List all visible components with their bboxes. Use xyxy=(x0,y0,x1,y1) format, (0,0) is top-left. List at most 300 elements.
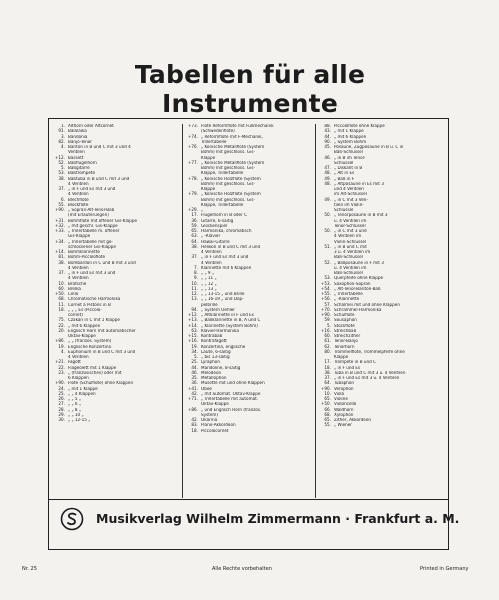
table-number: 1. xyxy=(61,124,65,129)
table-number: 28. xyxy=(58,407,65,413)
table-number: 17. xyxy=(191,213,198,219)
table-number: +15. xyxy=(187,334,198,339)
instrument-name: Baß-Schlüssel xyxy=(334,255,363,261)
instrument-name: „ in F und Es xyxy=(334,365,361,371)
instrument-name: Hawai-Gitarre xyxy=(201,239,230,245)
instrument-name: „ Alt-Tenor-Bariton-Baß xyxy=(334,286,381,292)
table-number: 25. xyxy=(191,360,198,366)
table-number: 18. xyxy=(191,428,198,434)
instrument-entry xyxy=(318,423,440,428)
table-number: 43. xyxy=(324,129,331,135)
instrument-name: Trompete in B und C xyxy=(334,360,376,366)
table-number: +50. xyxy=(320,402,331,408)
instrument-name: Posaune, Zugposaune in B u. C in xyxy=(334,145,404,150)
table-number: +71. xyxy=(187,397,198,402)
instrument-name: Oboe xyxy=(201,386,212,392)
instrument-name: Mandoline, 8-saitig xyxy=(201,365,241,371)
instrument-name: „ mit automat. Oktav-Klappe xyxy=(201,391,261,397)
instrument-name: 4 Ventilen xyxy=(68,355,89,360)
instrument-name: „ Altposaune in Es mit 3 xyxy=(334,181,384,187)
table-number: 18. xyxy=(324,365,331,371)
instrument-name: „ Baßklarinette in B, A und C xyxy=(201,318,261,324)
instrument-name: „ System Oehler xyxy=(201,307,235,313)
instrument-name: Saxophon-Sopran xyxy=(334,281,371,287)
instrument-name: 4 Ventilen im xyxy=(334,234,362,240)
table-number: 63. xyxy=(191,234,198,240)
instrument-column-1 xyxy=(52,124,174,497)
instrument-name: Gitarre, 6-saitig xyxy=(201,218,234,224)
table-number: 50. xyxy=(324,229,331,234)
instrument-name: Piccoloflöte ohne Klappe xyxy=(334,124,385,129)
table-number: 11. xyxy=(191,286,198,292)
instrument-name: „ in B und C mit xyxy=(334,244,367,250)
instrument-name: Fagott xyxy=(68,360,81,366)
instrument-name: Baß-Schlüssel xyxy=(334,271,363,276)
instrument-name: Bratsche xyxy=(68,281,87,287)
table-number: 64. xyxy=(191,239,198,245)
table-number: 49. xyxy=(324,197,331,203)
table-number: +74. xyxy=(187,134,198,140)
instrument-name: Streichzither xyxy=(334,334,361,339)
table-number: +16. xyxy=(187,339,198,345)
instrument-name: Streichbaß xyxy=(334,328,357,334)
instrument-name: „ „ 10 „ xyxy=(68,412,84,418)
instrument-name: Schrammel-Harmonika xyxy=(334,307,382,313)
instrument-name: „ Trillertabelle m. offener xyxy=(68,229,120,234)
instrument-name: und 4 Ventilen xyxy=(334,187,364,192)
instrument-name: „ in F und Es mit 3 und xyxy=(68,187,116,192)
table-number: 10. xyxy=(324,391,331,397)
instrument-entry xyxy=(185,429,307,434)
instrument-name: Englisch Horn mit automatischer xyxy=(68,328,136,334)
table-number: +73. xyxy=(187,124,198,129)
table-number: 65. xyxy=(324,418,331,423)
publisher-logo-icon xyxy=(60,507,84,531)
instrument-name: Violine xyxy=(334,397,348,402)
table-number: +86. xyxy=(187,407,198,413)
table-number: 24. xyxy=(58,386,65,392)
instrument-name: Piano-Akkordeon xyxy=(201,423,236,429)
table-number: 10. xyxy=(191,281,198,287)
instrument-name: „ in F und Es mit 3 und xyxy=(68,271,116,276)
table-number: 9. xyxy=(194,276,198,282)
instrument-name: Querpfeife ohne Klappe xyxy=(334,276,383,282)
table-number: 22. xyxy=(58,365,65,371)
table-number: 19. xyxy=(191,344,198,350)
instrument-name: „ Wiener xyxy=(334,423,352,429)
publisher-name: Musikverlag Wilhelm Zimmermann · Frankfurt a. M. xyxy=(96,511,460,526)
instrument-name: Violin-Schlüssel xyxy=(334,239,367,245)
table-number: 46. xyxy=(324,155,331,161)
instrument-name: Englische Konzertina xyxy=(68,344,112,350)
table-number: 37. xyxy=(191,255,198,261)
instrument-name: „ Trillertabelle mit automat. xyxy=(201,397,259,402)
table-number: 75. xyxy=(58,318,65,324)
table-number: 37. xyxy=(58,271,65,276)
table-number: 42. xyxy=(191,418,198,423)
instrument-name: 4 Ventilen xyxy=(201,260,222,266)
instrument-name: Waldhorn xyxy=(334,407,354,413)
table-number: 27. xyxy=(58,402,65,408)
instrument-name: Stockflöte xyxy=(334,323,355,329)
instrument-name: „ mit 1 Klappe xyxy=(68,386,98,392)
instrument-name: Konzertina, englische xyxy=(201,344,246,350)
instrument-name: „ Reformflöte mit F-Mechanik, xyxy=(201,134,263,140)
instrument-name: Metallophon xyxy=(201,376,227,381)
instrument-name: Ventilen xyxy=(68,150,85,156)
table-number: +14. xyxy=(187,323,198,329)
table-number: +78. xyxy=(187,176,198,182)
instrument-name: Tenorhorn xyxy=(334,344,355,350)
table-number: 5. xyxy=(194,355,198,360)
instrument-name: Cello xyxy=(68,292,79,297)
table-number: +86. xyxy=(54,339,65,345)
instrument-name: Piccolocornet xyxy=(201,428,229,434)
instrument-name: (Schwedenflöte) xyxy=(201,129,235,135)
instrument-name: Banjo-Tenor xyxy=(68,139,92,145)
instrument-name: pelbrille xyxy=(201,302,218,308)
table-number: +54. xyxy=(320,286,331,292)
instrument-name: 6 Klappen xyxy=(68,376,89,381)
table-number: 94. xyxy=(191,307,198,313)
instrument-name: cornet) xyxy=(68,313,83,318)
instrument-name: schlossener Gis-Klappe xyxy=(68,244,116,250)
table-number: 47. xyxy=(324,166,331,171)
table-number: 17. xyxy=(324,360,331,366)
instrument-name: „ Sopran-Alt-Tenor-Baß xyxy=(68,208,115,213)
instrument-name: tilen im Violin- xyxy=(334,202,364,208)
footer-divider xyxy=(48,499,449,500)
instrument-entry xyxy=(52,418,174,423)
table-number: 37. xyxy=(324,376,331,381)
edition-number: Nr. 25 xyxy=(22,566,37,572)
instrument-name: „ xyxy=(201,208,204,213)
table-number: 11. xyxy=(58,302,65,308)
instrument-name: Musette mit und ohne Klappen xyxy=(201,381,265,387)
table-number: +21. xyxy=(54,360,65,366)
table-number: +34. xyxy=(54,239,65,245)
table-number: +53. xyxy=(320,281,331,287)
table-number: 35. xyxy=(191,376,198,381)
instrument-name: „ in F und Es mit 3 u. 4 Ventilen xyxy=(334,376,400,381)
table-number: +14. xyxy=(54,250,65,255)
instrument-name: „ mit geschl. Gis-Klappe xyxy=(68,223,118,229)
instrument-name: Sousaphon xyxy=(334,318,357,324)
rights-notice: Alle Rechte vorbehalten xyxy=(212,566,272,572)
instrument-name: Klappe xyxy=(334,355,349,360)
instrument-name: „ Alt in Es xyxy=(334,171,355,177)
instrument-name: Flügelhorn in B oder C xyxy=(201,213,247,219)
instrument-name: „ „ 9 „ xyxy=(201,271,214,276)
table-number: 52. xyxy=(58,160,65,166)
table-number: 36. xyxy=(191,381,198,387)
instrument-name: Cornet à Pistons in B xyxy=(68,302,111,308)
table-number: 5. xyxy=(327,323,331,329)
instrument-name: Schlüssel xyxy=(334,160,354,166)
instrument-name: Schalmei mit und ohne Klappen xyxy=(334,302,400,308)
table-number: +90. xyxy=(320,313,331,318)
table-number: 68. xyxy=(324,412,331,418)
printed-in: Printed in Germany xyxy=(420,566,469,572)
instrument-name: Böhm-Piccoloflöte xyxy=(68,255,106,261)
instrument-name: „ mit 6 Klappen xyxy=(334,134,367,140)
instrument-name: Kontrabaß xyxy=(201,334,223,339)
table-number: +12. xyxy=(54,155,65,161)
instrument-name: 4 Ventilen xyxy=(68,181,89,187)
instrument-name: Böhm) mit geschloss. Gis- xyxy=(201,166,255,171)
instrument-name: Böhm) mit geschloss. Gis- xyxy=(201,197,255,203)
instrument-name: „ „ 12 „ xyxy=(201,281,217,287)
instrument-name: Klappe xyxy=(201,187,216,192)
table-number: 7. xyxy=(194,265,198,271)
table-number: +16. xyxy=(320,328,331,334)
instrument-name: Althorn oder Altcornet xyxy=(68,124,114,129)
table-number: 23. xyxy=(58,370,65,376)
instrument-name: Zither, Akkordeon xyxy=(334,418,371,423)
instrument-name: „ Konische Metallflöte (System xyxy=(201,160,265,166)
instrument-name: Bariton in B und C mit 3 und 4 xyxy=(68,145,131,150)
instrument-name: „ -Klavier xyxy=(201,234,221,240)
instrument-name: „ in C mit 3 und xyxy=(334,229,367,234)
instrument-name: Baßgitarre xyxy=(68,166,90,171)
instrument-name: Czakan in C mit 1 Klappe xyxy=(68,318,120,324)
instrument-name: „ in F und Es mit 3 und xyxy=(201,255,249,261)
instrument-name: „ Baßposaune in F mit 3 xyxy=(334,260,384,266)
table-number: +12. xyxy=(187,313,198,318)
instrument-column-2 xyxy=(185,124,307,497)
instrument-name: Bandonia xyxy=(68,134,88,140)
table-number: +79. xyxy=(187,192,198,198)
instrument-name: Bombardon in C und B mit 3 und xyxy=(68,260,136,266)
instrument-name: „ mit 6 Klappen xyxy=(68,323,101,329)
table-number: 61. xyxy=(324,339,331,345)
instrument-name: „ (französisches) oder mit xyxy=(68,370,122,376)
table-number: 51. xyxy=(324,244,331,250)
table-number: 12. xyxy=(191,292,198,297)
table-number: 83. xyxy=(191,423,198,429)
instrument-name: „ mit 1 Klappe xyxy=(334,129,364,135)
table-number: 44. xyxy=(324,134,331,140)
instrument-name: System) xyxy=(201,412,219,418)
instrument-name: Tenor-Schlüssel xyxy=(334,223,366,229)
instrument-name: Flöte (Schulflöte) ohne Klappen xyxy=(68,381,134,387)
instrument-name: „ Klarinette (System Böhm) xyxy=(201,323,258,329)
instrument-name: Verophon xyxy=(334,386,354,392)
instrument-name: Laute, 6-saitig xyxy=(201,349,231,355)
table-number: 26. xyxy=(58,397,65,402)
table-number: 37. xyxy=(58,187,65,192)
instrument-name: 4 Ventilen xyxy=(201,250,222,255)
table-number: 4. xyxy=(61,349,65,355)
instrument-name: Trillertabelle xyxy=(201,139,227,145)
instrument-name: Schulflöte xyxy=(334,313,355,318)
instrument-name: Helikon in B und C mit 3 und xyxy=(201,244,261,250)
table-number: 66. xyxy=(324,407,331,413)
table-number: 91. xyxy=(58,129,65,135)
table-number: 49. xyxy=(324,176,331,182)
table-number: +32. xyxy=(54,223,65,229)
instrument-name: u. 4 Ventilen im xyxy=(334,218,367,224)
instrument-name: Xylophon xyxy=(334,412,354,418)
instrument-name: Baßtrompete xyxy=(68,171,96,177)
table-number: +90. xyxy=(320,386,331,392)
table-number: +55. xyxy=(320,292,331,297)
table-number: +41. xyxy=(187,386,198,392)
instrument-name: Violoncello xyxy=(334,402,357,408)
table-number: 38. xyxy=(58,176,65,182)
table-number: 53. xyxy=(58,171,65,177)
table-number: 22. xyxy=(58,323,65,329)
table-number: +29. xyxy=(187,208,198,213)
instrument-name: Chromatische Harmonika xyxy=(68,297,121,303)
table-number: 55. xyxy=(58,202,65,208)
instrument-name: „ „ 13-15 „ und Brille xyxy=(201,292,245,297)
instrument-name: Melodeon xyxy=(201,370,222,376)
instrument-name: Brelka xyxy=(68,286,81,292)
instrument-name: 4 Ventilen xyxy=(68,276,89,282)
instrument-name: „ -Klarinette xyxy=(334,297,360,303)
instrument-name: „ Baß in F xyxy=(334,176,355,182)
table-number: 82. xyxy=(58,139,65,145)
instrument-name: Klappe, Trillertabelle xyxy=(201,202,244,208)
table-number: 4. xyxy=(61,145,65,150)
instrument-name: „ System Böhm xyxy=(334,139,367,145)
table-number: 60. xyxy=(58,286,65,292)
instrument-name: Trommelflöte, Trommelpfeife ohne xyxy=(334,349,405,355)
table-number: 88. xyxy=(324,124,331,129)
instrument-name: Gis-Klappe xyxy=(68,234,91,240)
instrument-name: Okarina xyxy=(201,418,218,423)
instrument-name: „ „ 5 „ xyxy=(68,397,81,402)
instrument-name: „ und Englisch Horn (französ. xyxy=(201,407,262,413)
instrument-name: „ „ 16-19 „ und Dop- xyxy=(201,297,244,303)
table-number: +70. xyxy=(320,307,331,313)
instrument-name: u. 4 Ventilen im xyxy=(334,265,367,271)
instrument-name: „ Trillertabelle xyxy=(334,292,363,297)
instrument-name: „ „ 12-15 „ xyxy=(68,418,91,423)
instrument-name: Flageolett mit 1 Klappe xyxy=(68,365,117,371)
table-number: 65. xyxy=(324,397,331,402)
instrument-name: Oktav-Klappe xyxy=(201,402,229,408)
table-number: 46. xyxy=(191,370,198,376)
table-number: 68. xyxy=(58,297,65,303)
instrument-name: (mit Erläuterungen) xyxy=(68,213,109,219)
instrument-name: Euphonium in B und C mit 3 und xyxy=(68,349,136,355)
instrument-name: Tuba in B und C mit 3 u. 4 Ventilen xyxy=(334,370,406,376)
table-number: 8. xyxy=(194,271,198,276)
instrument-name: 3 u. 4 Ventilen im xyxy=(334,250,371,255)
instrument-name: Baßflügelhorn xyxy=(68,160,97,166)
table-number: 44. xyxy=(191,365,198,371)
instrument-name: Viola xyxy=(334,391,345,397)
instrument-name: Tenor-Banjo xyxy=(334,339,358,345)
table-number: 81. xyxy=(58,255,65,261)
table-number: +13. xyxy=(187,318,198,324)
table-number: +56. xyxy=(320,297,331,303)
instrument-name: Lyraphon xyxy=(201,360,220,366)
instrument-name: Böhm) mit geschloss. Gis- xyxy=(201,181,255,187)
instrument-name: Blechflöte xyxy=(68,197,89,203)
table-number: 80. xyxy=(324,349,331,355)
instrument-name: 4 Ventilen xyxy=(68,265,89,271)
table-number: +90. xyxy=(54,208,65,213)
instrument-name: im Alt-Schlüssel xyxy=(334,192,367,198)
instrument-name: „ Altklarinette in F und Es xyxy=(201,313,254,318)
table-number: 18. xyxy=(58,307,65,313)
table-number: +50. xyxy=(54,292,65,297)
instrument-name: „ „ 8 „ xyxy=(68,407,81,413)
page-title: Tabellen für alle Instrumente xyxy=(134,60,366,118)
table-number: 6. xyxy=(61,197,65,203)
instrument-name: Böhmflöte mit offener Gis-Klappe xyxy=(68,218,137,224)
instrument-name: „ „ (französ. System) xyxy=(68,339,112,345)
table-number: 25. xyxy=(58,391,65,397)
table-number: +90. xyxy=(54,381,65,387)
table-number: 59. xyxy=(324,318,331,324)
instrument-name: „ in C mit 3 Ven- xyxy=(334,197,368,203)
table-number: +31. xyxy=(54,218,65,224)
instrument-name: Kontrafagott xyxy=(201,339,227,345)
table-number: 38. xyxy=(58,260,65,266)
instrument-name: „ „ 11 „ xyxy=(201,276,217,282)
instrument-name: „ Konische Holzflöte (System xyxy=(201,192,261,198)
table-number: 5. xyxy=(61,166,65,171)
instrument-name: Schlüssel xyxy=(334,208,354,213)
table-number: +76. xyxy=(187,145,198,150)
instrument-column-3 xyxy=(318,124,440,497)
instrument-name: „ „ 4 Klappen xyxy=(68,391,96,397)
instrument-name: „ Konische Holzflöte (System xyxy=(201,176,261,182)
instrument-name: 4 Ventilen xyxy=(68,192,89,198)
instrument-name: „ „ „ Es (Piccolo- xyxy=(68,307,102,313)
table-number: 34. xyxy=(191,349,198,355)
table-number: 50. xyxy=(324,213,331,219)
table-number: 60. xyxy=(324,334,331,339)
instrument-name: Bassett xyxy=(68,155,84,161)
instrument-name: „ „ 6 „ xyxy=(68,402,81,408)
instrument-name: Klavier-Harmonika xyxy=(201,328,239,334)
instrument-name: Böhm) mit geschloss. Gis- xyxy=(201,150,255,156)
table-number: 30. xyxy=(58,418,65,423)
instrument-name: Blockflöte xyxy=(68,202,89,208)
instrument-name: Baß-Schlüssel xyxy=(334,150,363,156)
instrument-name: Klarinette mit 6 Klappen xyxy=(201,265,252,271)
table-number: 13. xyxy=(191,297,198,303)
table-number: 52. xyxy=(324,260,331,266)
table-number: 20. xyxy=(58,328,65,334)
instrument-name: „ Konische Metallflöte (System xyxy=(201,145,265,150)
table-number: 63. xyxy=(191,328,198,334)
instrument-name: „ bis 13-saitig xyxy=(201,355,230,360)
instrument-name: Oktav-Klappe xyxy=(68,334,96,339)
table-number: 64. xyxy=(324,381,331,387)
table-number: 45. xyxy=(324,145,331,150)
table-number: +33. xyxy=(54,229,65,234)
column-divider xyxy=(182,124,183,498)
instrument-name: Glockenspiel xyxy=(201,223,228,229)
table-number: 29. xyxy=(58,412,65,418)
table-number: 62. xyxy=(324,344,331,350)
table-number: 10. xyxy=(58,281,65,287)
table-number: 90. xyxy=(324,139,331,145)
instrument-name: „ Trillertabelle mit ge- xyxy=(68,239,113,245)
table-number: 59. xyxy=(191,223,198,229)
instrument-name: Klappe, Trillertabelle xyxy=(201,171,244,177)
table-number: 53. xyxy=(324,276,331,282)
instrument-name: „ „ 13 „ xyxy=(201,286,217,292)
instrument-name: Tubaphon xyxy=(334,381,354,387)
instrument-name: „ in B im Tenor- xyxy=(334,155,366,161)
